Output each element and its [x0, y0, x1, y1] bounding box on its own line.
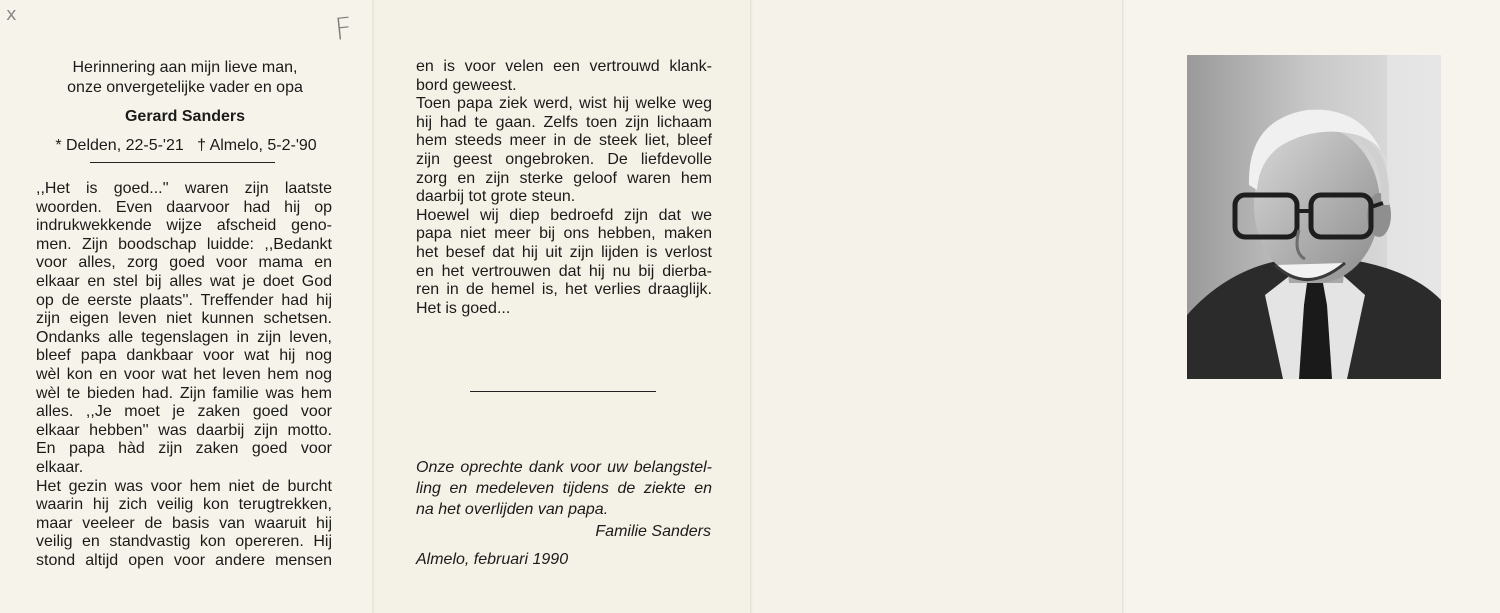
portrait-photo-graphic: [1187, 55, 1441, 379]
text-line: alles. ,,Je moet je zaken goed voor: [36, 403, 332, 421]
divider-rule: [90, 162, 275, 163]
deceased-name: Gerard Sanders: [124, 108, 246, 125]
text-line: wèl te bieden had. Zijn familie was hem: [36, 384, 332, 402]
thanks-line: ling en medeleven tijdens de ziekte en: [416, 480, 712, 497]
fold-crease: [1122, 0, 1125, 613]
text-line: elkaar en stel bij alles wat je doet God: [36, 272, 332, 290]
text-line: daarbij tot grote steun.: [416, 188, 576, 206]
memorial-text-left: [36, 180, 332, 570]
thanks-line: Onze oprechte dank voor uw belangstel-: [416, 459, 712, 476]
text-line: papa niet meer bij ons hebben, maken: [416, 225, 712, 243]
text-line: veilig en standvastig kon opereren. Hij: [36, 533, 332, 551]
text-line: hij had te gaan. Zelfs toen zijn lichaam: [416, 113, 712, 131]
text-line: zorg en zijn sterke geloof waren hem: [416, 169, 712, 187]
text-line: Ondanks alle tegenslagen in zijn leven,: [36, 328, 332, 346]
thanks-line: na het overlijden van papa.: [416, 501, 609, 518]
text-line: maar veeleer de basis van waaruit hij: [36, 514, 332, 532]
text-line: indrukwekkende wijze afscheid geno-: [36, 217, 332, 235]
text-line: Hoewel wij diep bedroefd zijn dat we: [416, 206, 712, 224]
text-line: men. Zijn boodschap luidde: ,,Bedankt: [36, 235, 332, 253]
text-line: en het vertrouwen dat hij nu bij dierba-: [416, 262, 712, 280]
card-panel-blank: [751, 0, 1123, 613]
pencil-mark-f: F: [333, 11, 355, 48]
pencil-mark-x: x: [6, 4, 17, 25]
memorial-heading-line2: onze onvergetelijke vader en opa: [67, 79, 303, 96]
portrait-photo: [1187, 55, 1441, 379]
text-line: wèl kon en voor wat het leven hem nog: [36, 365, 332, 383]
text-line: bleef papa dankbaar voor wat hij nog: [36, 347, 332, 365]
text-line: elkaar hebben'' was daarbij zijn motto.: [36, 421, 332, 439]
text-line: hem steeds meer in de steek liet, bleef: [416, 132, 712, 150]
birth-death-dates: * Delden, 22-5-'21 † Almelo, 5-2-'90: [55, 137, 317, 154]
text-line: woorden. Even daarvoor had hij op: [36, 198, 332, 216]
text-line: en is voor velen een vertrouwd klank-: [416, 58, 712, 75]
text-line: En papa hàd zijn zaken goed voor: [36, 440, 332, 458]
fold-crease: [750, 0, 753, 613]
text-line: stond altijd open voor andere mensen: [36, 551, 332, 569]
text-line: Toen papa ziek werd, wist hij welke weg: [416, 95, 712, 113]
text-line: Het gezin was voor hem niet de burcht: [36, 477, 332, 495]
fold-crease: [372, 0, 375, 613]
thank-you-note: [416, 457, 712, 520]
text-line: zijn eigen leven niet kunnen schetsen.: [36, 310, 332, 328]
text-line: waarin hij zich veilig kon terugtrekken,: [36, 496, 332, 514]
text-line: ,,Het is goed...'' waren zijn laatste: [36, 180, 332, 197]
memorial-heading-line1: Herinnering aan mijn lieve man,: [72, 59, 298, 76]
memorial-text-right: [416, 58, 712, 318]
text-line: bord geweest.: [416, 76, 517, 94]
place-and-date: Almelo, februari 1990: [416, 551, 569, 568]
divider-rule: [470, 391, 656, 392]
text-line: Het is goed...: [416, 299, 511, 317]
text-line: ren in de hemel is, het verlies draaglijk.: [416, 281, 712, 299]
text-line: elkaar.: [36, 458, 84, 476]
text-line: op de eerste plaats''. Treffender had hij: [36, 291, 332, 309]
text-line: zijn geest ongebroken. De liefdevolle: [416, 150, 712, 168]
text-line: het besef dat hij uit zijn lijden is verlost: [416, 243, 712, 261]
family-signature: Familie Sanders: [595, 523, 711, 540]
text-line: voor alles, zorg goed voor mama en: [36, 254, 332, 272]
